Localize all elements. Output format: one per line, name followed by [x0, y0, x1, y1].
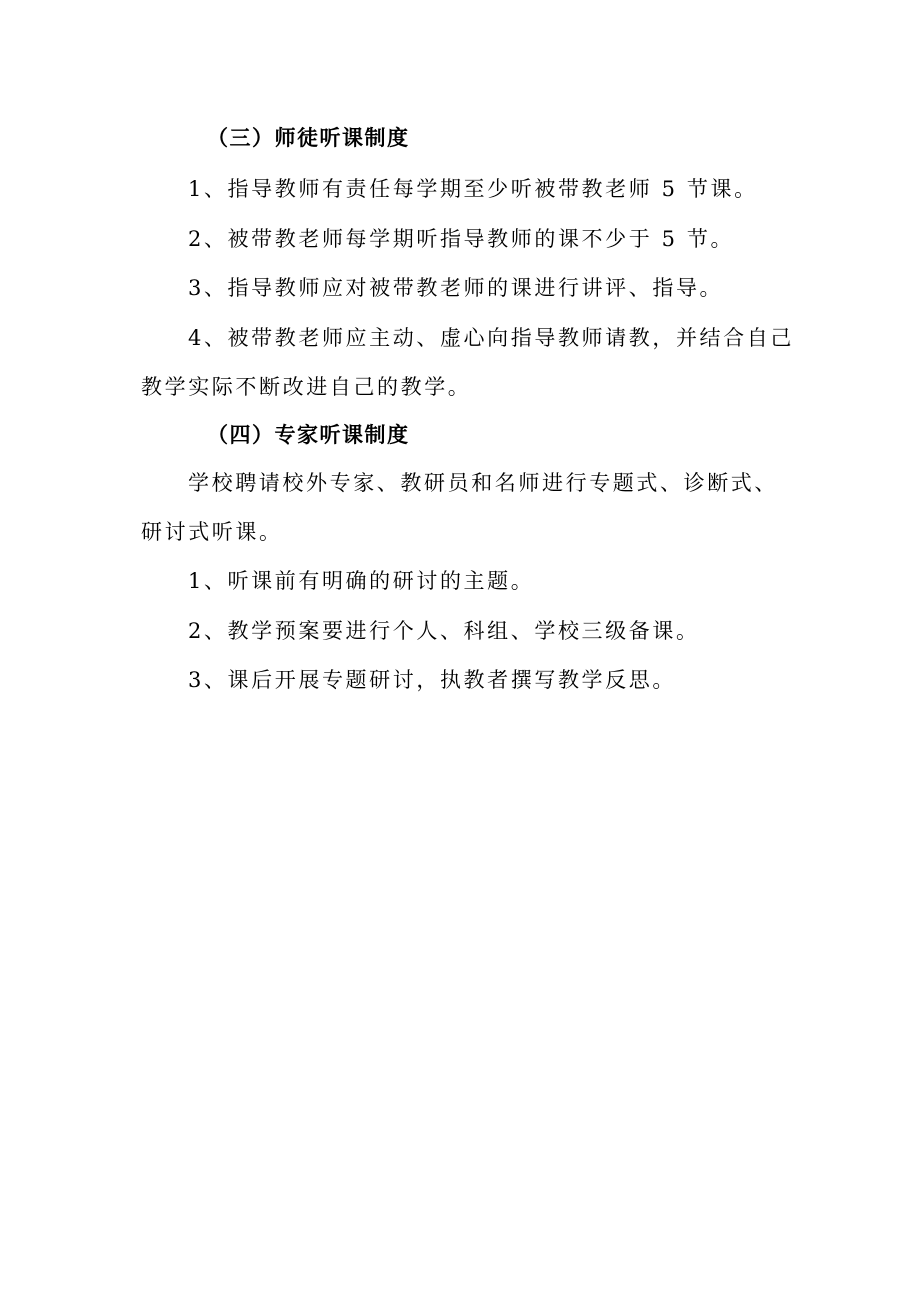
- paragraph-continuation: 研讨式听课。: [141, 520, 283, 544]
- paragraph-continuation: 教学实际不断改进自己的教学。: [141, 375, 472, 399]
- section-heading: （四）专家听课制度: [207, 422, 410, 447]
- paragraph: 1、听课前有明确的研讨的主题。: [188, 569, 535, 593]
- paragraph: 2、被带教老师每学期听指导教师的课不少于 5 节。: [188, 227, 735, 251]
- paragraph: 2、教学预案要进行个人、科组、学校三级备课。: [188, 619, 700, 643]
- paragraph: 1、指导教师有责任每学期至少听被带教老师 5 节课。: [188, 177, 758, 201]
- paragraph: 4、被带教老师应主动、虚心向指导教师请教，并结合自己: [188, 326, 794, 350]
- section-heading: （三）师徒听课制度: [207, 125, 410, 150]
- paragraph: 学校聘请校外专家、教研员和名师进行专题式、诊断式、: [188, 471, 778, 495]
- paragraph: 3、指导教师应对被带教老师的课进行讲评、指导。: [188, 276, 724, 300]
- paragraph: 3、课后开展专题研讨，执教者撰写教学反思。: [188, 668, 676, 692]
